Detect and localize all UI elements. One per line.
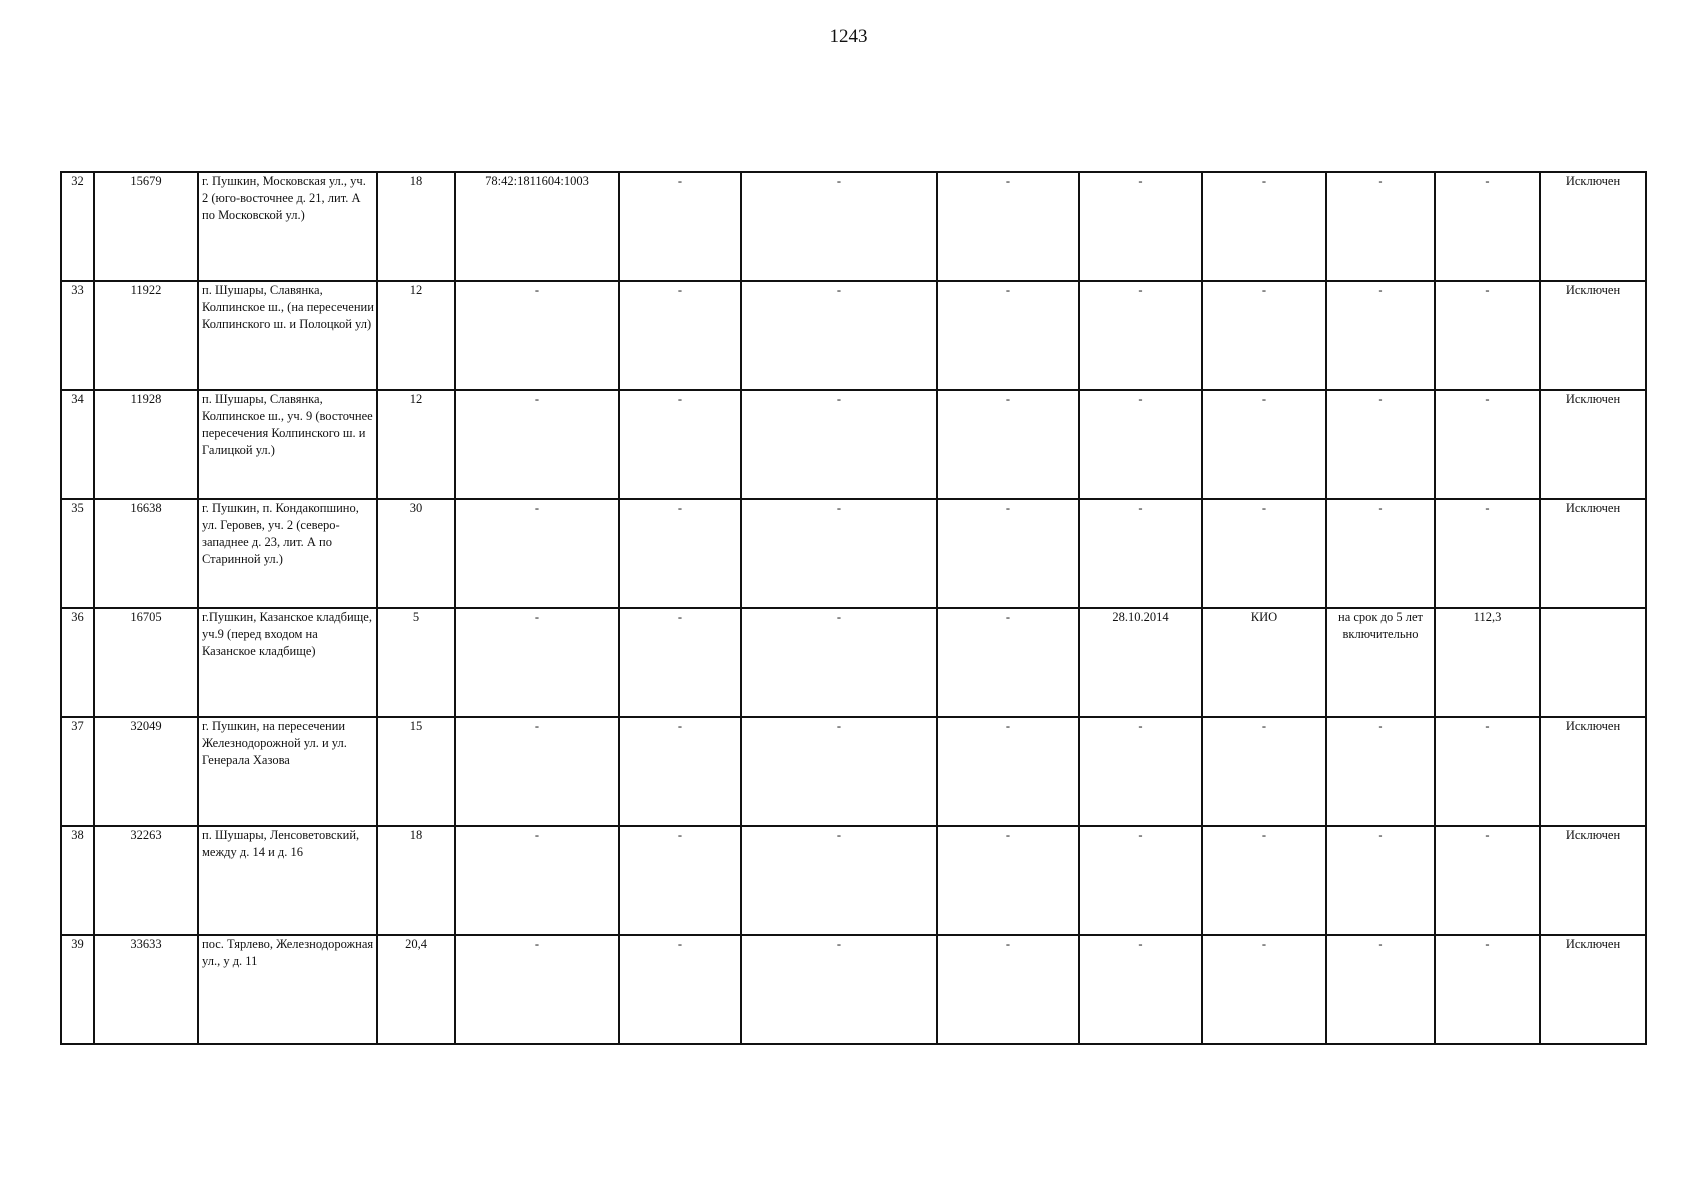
area-cell: 18 (377, 826, 455, 935)
table-row (61, 499, 1646, 608)
date-cell: - (1079, 826, 1202, 935)
amount-cell: 112,3 (1435, 608, 1540, 717)
cadastral-number-cell: - (455, 717, 619, 826)
date-cell: - (1079, 281, 1202, 390)
status-cell: Исключен (1540, 717, 1646, 826)
status-cell: Исключен (1540, 390, 1646, 499)
area-cell: 12 (377, 390, 455, 499)
cadastral-number-cell: - (455, 826, 619, 935)
status-cell: Исключен (1540, 281, 1646, 390)
address-cell: г. Пушкин, на пересечении Железнодорожной ул. и ул. Генерала Хазова (198, 717, 377, 826)
cadastral-number-cell: - (455, 281, 619, 390)
address-cell: г. Пушкин, п. Кондакопшино, ул. Геровев, уч. 2 (северо-западнее д. 23, лит. А по Старинной ул.) (198, 499, 377, 608)
table-row (61, 935, 1646, 1044)
column-6-cell: - (619, 935, 741, 1044)
date-cell: - (1079, 390, 1202, 499)
amount-cell: - (1435, 172, 1540, 281)
column-6-cell: - (619, 826, 741, 935)
date-cell: - (1079, 499, 1202, 608)
column-7-cell: - (741, 717, 937, 826)
column-7-cell: - (741, 935, 937, 1044)
column-7-cell: - (741, 608, 937, 717)
column-6-cell: - (619, 717, 741, 826)
object-id-cell: 11928 (94, 390, 198, 499)
row-number-cell: 39 (61, 935, 94, 1044)
registry-table (60, 171, 1647, 1045)
status-cell: Исключен (1540, 172, 1646, 281)
row-number-cell: 32 (61, 172, 94, 281)
amount-cell: - (1435, 390, 1540, 499)
amount-cell: - (1435, 281, 1540, 390)
row-number-cell: 34 (61, 390, 94, 499)
organization-cell: - (1202, 172, 1326, 281)
object-id-cell: 32263 (94, 826, 198, 935)
address-cell: п. Шушары, Славянка, Колпинское ш., уч. 9 (восточнее пересечения Колпинского ш. и Галицкой ул.) (198, 390, 377, 499)
date-cell: - (1079, 717, 1202, 826)
area-cell: 20,4 (377, 935, 455, 1044)
cadastral-number-cell: - (455, 390, 619, 499)
status-cell (1540, 608, 1646, 717)
area-cell: 5 (377, 608, 455, 717)
term-cell: - (1326, 717, 1435, 826)
term-cell: - (1326, 281, 1435, 390)
object-id-cell: 15679 (94, 172, 198, 281)
amount-cell: - (1435, 717, 1540, 826)
column-6-cell: - (619, 281, 741, 390)
row-number-cell: 33 (61, 281, 94, 390)
organization-cell: - (1202, 826, 1326, 935)
column-6-cell: - (619, 172, 741, 281)
term-cell: - (1326, 826, 1435, 935)
table-row (61, 172, 1646, 281)
table-row (61, 717, 1646, 826)
term-cell: на срок до 5 лет включительно (1326, 608, 1435, 717)
column-6-cell: - (619, 390, 741, 499)
cadastral-number-cell: - (455, 499, 619, 608)
table-row (61, 608, 1646, 717)
column-8-cell: - (937, 717, 1079, 826)
page-number: 1243 (829, 26, 868, 47)
column-8-cell: - (937, 499, 1079, 608)
area-cell: 12 (377, 281, 455, 390)
object-id-cell: 16638 (94, 499, 198, 608)
column-8-cell: - (937, 390, 1079, 499)
address-cell: пос. Тярлево, Железнодорожная ул., у д. 11 (198, 935, 377, 1044)
status-cell: Исключен (1540, 935, 1646, 1044)
amount-cell: - (1435, 499, 1540, 608)
term-cell: - (1326, 935, 1435, 1044)
object-id-cell: 11922 (94, 281, 198, 390)
area-cell: 15 (377, 717, 455, 826)
term-cell: - (1326, 390, 1435, 499)
column-7-cell: - (741, 390, 937, 499)
table-row (61, 390, 1646, 499)
area-cell: 18 (377, 172, 455, 281)
date-cell: 28.10.2014 (1079, 608, 1202, 717)
cadastral-number-cell: - (455, 935, 619, 1044)
column-8-cell: - (937, 608, 1079, 717)
row-number-cell: 37 (61, 717, 94, 826)
address-cell: г.Пушкин, Казанское кладбище, уч.9 (перед входом на Казанское кладбище) (198, 608, 377, 717)
status-cell: Исключен (1540, 499, 1646, 608)
object-id-cell: 16705 (94, 608, 198, 717)
column-7-cell: - (741, 281, 937, 390)
date-cell: - (1079, 935, 1202, 1044)
column-7-cell: - (741, 499, 937, 608)
column-6-cell: - (619, 608, 741, 717)
row-number-cell: 35 (61, 499, 94, 608)
column-8-cell: - (937, 935, 1079, 1044)
object-id-cell: 32049 (94, 717, 198, 826)
organization-cell: КИО (1202, 608, 1326, 717)
term-cell: - (1326, 172, 1435, 281)
amount-cell: - (1435, 826, 1540, 935)
date-cell: - (1079, 172, 1202, 281)
cadastral-number-cell: 78:42:1811604:1003 (455, 172, 619, 281)
column-7-cell: - (741, 172, 937, 281)
cadastral-number-cell: - (455, 608, 619, 717)
address-cell: п. Шушары, Ленсоветовский, между д. 14 и д. 16 (198, 826, 377, 935)
organization-cell: - (1202, 717, 1326, 826)
object-id-cell: 33633 (94, 935, 198, 1044)
organization-cell: - (1202, 499, 1326, 608)
column-6-cell: - (619, 499, 741, 608)
column-7-cell: - (741, 826, 937, 935)
status-cell: Исключен (1540, 826, 1646, 935)
table-row (61, 281, 1646, 390)
table-row (61, 826, 1646, 935)
amount-cell: - (1435, 935, 1540, 1044)
organization-cell: - (1202, 281, 1326, 390)
organization-cell: - (1202, 935, 1326, 1044)
address-cell: п. Шушары, Славянка, Колпинское ш., (на пересечении Колпинского ш. и Полоцкой ул) (198, 281, 377, 390)
column-8-cell: - (937, 172, 1079, 281)
column-8-cell: - (937, 281, 1079, 390)
organization-cell: - (1202, 390, 1326, 499)
row-number-cell: 36 (61, 608, 94, 717)
address-cell: г. Пушкин, Московская ул., уч. 2 (юго-восточнее д. 21, лит. А по Московской ул.) (198, 172, 377, 281)
area-cell: 30 (377, 499, 455, 608)
term-cell: - (1326, 499, 1435, 608)
row-number-cell: 38 (61, 826, 94, 935)
column-8-cell: - (937, 826, 1079, 935)
registry-table-body (61, 172, 1646, 1044)
